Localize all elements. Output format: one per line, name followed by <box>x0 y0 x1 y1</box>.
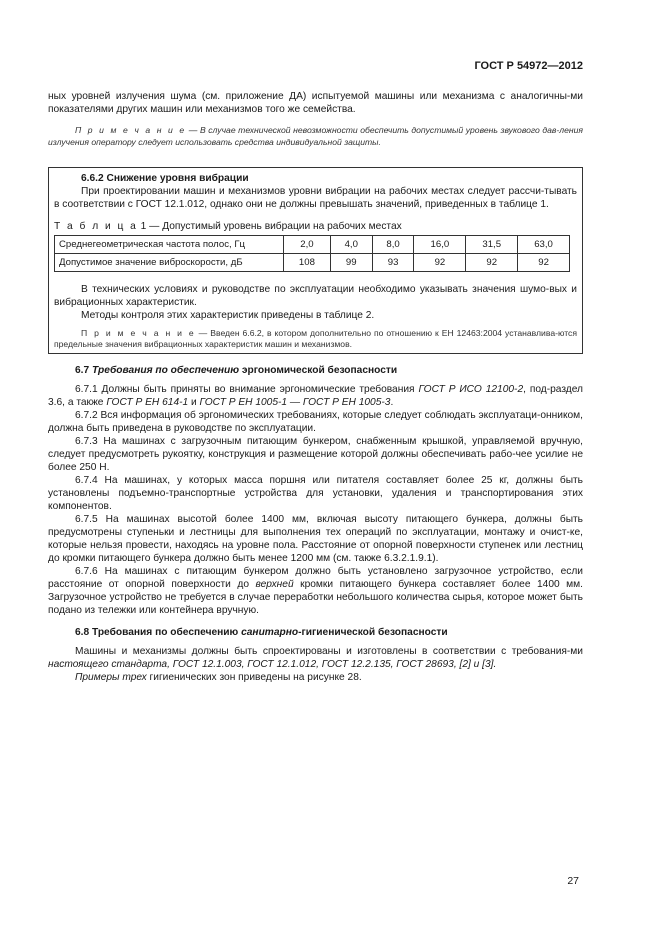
paragraph-6-8-1 <box>48 645 583 671</box>
table-cell-label: Среднегеометрическая частота полос, Гц <box>55 236 284 254</box>
text-run: 6.7.1 Должны быть приняты во внимание эргономические требования <box>75 384 419 395</box>
box-paragraph-1: При проектировании машин и механизмов уровни вибрации на рабочих местах следует рассчи-тывать в соответствии с ГОСТ 12.1.012, однако они не должны превышать значений, приведенных в таблице 1. <box>54 186 577 210</box>
intro-paragraph: ных уровней излучения шума (см. приложение ДА) испытуемой машины или механизма с аналогичны-ми показателями других машин или механизмов того же семейства. <box>48 91 583 115</box>
table-row <box>55 254 570 272</box>
note-text: — Введен 6.6.2, в котором дополнительно по отношению к ЕН 12463:2004 устанавлива-ются предельные значения вибрационных характеристик машин и механизмов. <box>54 328 578 349</box>
text-run: кромки питающего бункера составляет более 1400 мм. Загрузочное устройство не требуется в случае переработки небольшого количества сырья, которое может быть подано из тележки или контейнера вручную. <box>48 579 583 616</box>
table-cell: 16,0 <box>414 236 466 254</box>
text-run-italic: ГОСТ Р ЕН 1005-1 — ГОСТ Р ЕН 1005-3 <box>199 397 391 408</box>
section-heading-6-7 <box>48 364 583 377</box>
page-content <box>48 90 583 684</box>
text-run-italic: ГОСТ Р ИСО 12100-2 <box>418 384 524 395</box>
table-cell: 8,0 <box>372 236 414 254</box>
paragraph-6-7-6 <box>48 565 583 617</box>
document-header-standard: ГОСТ Р 54972—2012 <box>474 60 583 72</box>
text-run: и <box>188 397 200 408</box>
note-label: П р и м е ч а н и е <box>81 328 196 338</box>
table-cell: 93 <box>372 254 414 272</box>
box-note <box>54 328 577 350</box>
table-cell: 4,0 <box>330 236 372 254</box>
table-cell-label: Допустимое значение виброскорости, дБ <box>55 254 284 272</box>
text-run-italic: ГОСТ Р ЕН 614-1 <box>106 397 189 408</box>
table-cell: 92 <box>414 254 466 272</box>
section-heading-6-6-2: 6.6.2 Снижение уровня вибрации <box>81 173 249 184</box>
table-cell: 2,0 <box>284 236 331 254</box>
page-number: 27 <box>567 875 579 887</box>
box-paragraph-2: В технических условиях и руководстве по эксплуатации необходимо указывать значения шумо-вых и вибрационных характеристик. <box>54 284 577 308</box>
heading-part: эргономической безопасности <box>239 365 398 376</box>
table-cell: 92 <box>466 254 518 272</box>
heading-part-italic: Требования по обеспечению <box>92 365 240 376</box>
table-cell: 108 <box>284 254 331 272</box>
paragraph-6-7-5: 6.7.5 На машинах высотой более 1400 мм, включая высоту питающего бункера, должны быть предусмотрены ступеньки и лестницы для выполнения тех операций по эксплуатации, монтажу и очист-ке, которые нельзя провести, находясь на уровне пола. Расстояние от опорной поверхности ступенек или лестниц до кромки питающего бункера должно быть менее 1200 мм (см. также 6.3.2.1.9.1). <box>48 514 583 564</box>
intro-note <box>48 124 583 148</box>
heading-part: 6.8 Требования по обеспечению <box>75 627 242 638</box>
section-heading-6-8 <box>48 626 583 639</box>
text-run: 6.7.6 На машинах с питающим бункером должно быть установлено загрузочное устройство, если расстояние от опорной поверхности до <box>48 566 583 590</box>
paragraph-6-7-3: 6.7.3 На машинах с загрузочным питающим бункером, снабженным крышкой, управляемой вручную, следует предусмотреть рукоятку, конструкция и размещение которой должны обеспечивать рабо-чее усилие не более 250 Н. <box>48 436 583 473</box>
heading-part: -гигиенической безопасности <box>298 627 448 638</box>
text-run: гигиенических зон приведены на рисунке 28. <box>146 672 362 683</box>
paragraph-6-7-2: 6.7.2 Вся информация об эргономических требованиях, которые следует соблюдать эксплуатаци-онником, должна быть приведена в руководстве по эксплуатации. <box>48 410 584 434</box>
table-caption-text: 1 — Допустимый уровень вибрации на рабочих местах <box>137 221 402 232</box>
paragraph-6-7-4: 6.7.4 На машинах, у которых масса поршня или питателя составляет более 25 кг, должны быть установлены подъемно-транспортные устройства для установки, удаления и транспортирования этих компонентов. <box>48 475 583 512</box>
table-cell: 92 <box>518 254 570 272</box>
table-cell: 99 <box>330 254 372 272</box>
text-run: , под-раздел 3.6, а также <box>48 384 583 408</box>
text-run-italic: Примеры трех <box>75 672 147 683</box>
table-label: Т а б л и ц а <box>54 221 138 232</box>
table-caption <box>54 220 577 233</box>
text-run: Машины и механизмы должны быть спроектированы и изготовлены в соответствии с требования-ми <box>75 646 583 657</box>
vibration-table <box>54 235 570 272</box>
paragraph-6-8-2 <box>48 671 583 684</box>
note-label: П р и м е ч а н и е <box>75 125 187 135</box>
note-text: — В случае технической невозможности обеспечить допустимый уровень звукового дав-ления излучения оператору следует использовать средства индивидуальной защиты. <box>48 125 583 147</box>
table-cell: 63,0 <box>518 236 570 254</box>
table-row <box>55 236 570 254</box>
text-run: . <box>390 397 394 408</box>
heading-part: 6.7 <box>75 365 92 376</box>
amendment-box-6-6-2 <box>48 167 583 354</box>
text-run-italic: настоящего стандарта, ГОСТ 12.1.003, ГОСТ 12.1.012, ГОСТ 12.2.135, ГОСТ 28693, [2] и [3]. <box>48 659 497 670</box>
table-cell: 31,5 <box>466 236 518 254</box>
box-paragraph-3: Методы контроля этих характеристик приведены в таблице 2. <box>81 310 375 321</box>
paragraph-6-7-1 <box>48 383 583 409</box>
text-run-italic: верхней <box>255 579 294 590</box>
heading-part-italic: санитарно <box>241 627 299 638</box>
